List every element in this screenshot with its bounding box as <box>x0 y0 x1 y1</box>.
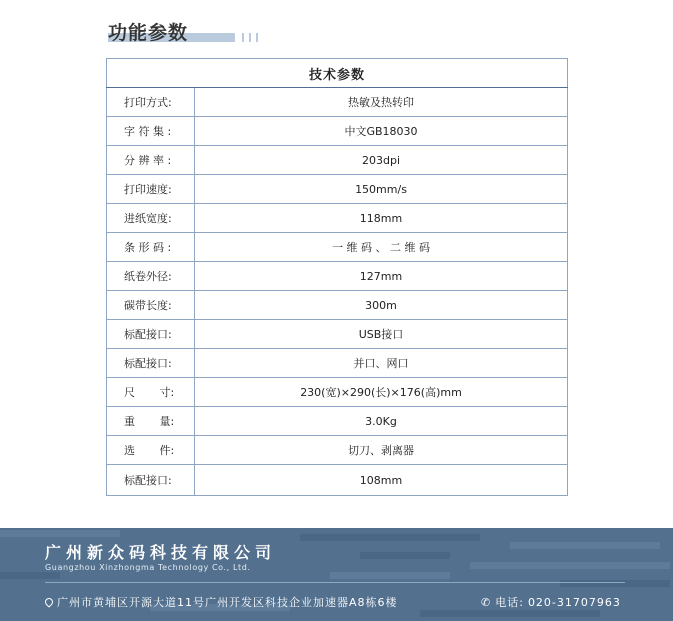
spec-label: 字 符 集 : <box>107 117 195 146</box>
phone-number[interactable]: 020-31707963 <box>527 595 621 609</box>
spec-label: 分 辨 率 : <box>107 146 195 175</box>
spec-value: 3.0Kg <box>195 407 568 436</box>
spec-label: 标配接口: <box>107 465 195 496</box>
table-row <box>107 204 568 233</box>
footer-band <box>0 528 673 621</box>
table-row <box>107 262 568 291</box>
spec-value: USB接口 <box>195 320 568 349</box>
spec-value: 中文GB18030 <box>195 117 568 146</box>
address-text: 广州市黄埔区开源大道11号广州开发区科技企业加速器A8栋6楼 <box>57 596 398 609</box>
table-row <box>107 465 568 496</box>
table-row <box>107 378 568 407</box>
spec-table-header: 技术参数 <box>107 59 568 88</box>
table-row <box>107 291 568 320</box>
table-row <box>107 349 568 378</box>
decor-stripe <box>300 534 480 541</box>
spec-label: 打印方式: <box>107 88 195 117</box>
phone-icon: ✆ <box>481 595 492 609</box>
table-row <box>107 117 568 146</box>
table-row <box>107 436 568 465</box>
spec-value: 118mm <box>195 204 568 233</box>
location-pin-icon <box>43 596 54 607</box>
table-row <box>107 407 568 436</box>
table-row <box>107 320 568 349</box>
table-row <box>107 233 568 262</box>
spec-label: 进纸宽度: <box>107 204 195 233</box>
heading-tick-marks <box>242 33 266 42</box>
decor-stripe <box>510 542 660 549</box>
footer-divider <box>45 582 625 583</box>
table-row <box>107 175 568 204</box>
spec-label: 纸卷外径: <box>107 262 195 291</box>
spec-label: 选 件: <box>107 436 195 465</box>
address-line <box>45 594 398 610</box>
spec-value: 230(宽)×290(长)×176(高)mm <box>195 378 568 407</box>
phone-line <box>481 594 621 610</box>
spec-label: 标配接口: <box>107 320 195 349</box>
table-row <box>107 146 568 175</box>
decor-stripe <box>470 562 670 569</box>
decor-stripe <box>0 530 120 537</box>
section-heading-block <box>108 18 268 48</box>
spec-value: 108mm <box>195 465 568 496</box>
decor-stripe <box>330 572 450 579</box>
decor-stripe <box>360 552 450 559</box>
company-name-english: Guangzhou Xinzhongma Technology Co., Ltd. <box>45 563 251 572</box>
decor-stripe <box>0 572 60 579</box>
company-name: 广州新众码科技有限公司 <box>45 543 277 562</box>
spec-value: 127mm <box>195 262 568 291</box>
spec-value: 切刀、剥离器 <box>195 436 568 465</box>
spec-value: 300m <box>195 291 568 320</box>
decor-stripe <box>420 610 600 617</box>
spec-label: 重 量: <box>107 407 195 436</box>
section-heading: 功能参数 <box>108 22 189 44</box>
table-row <box>107 88 568 117</box>
spec-value: 热敏及热转印 <box>195 88 568 117</box>
spec-value: 150mm/s <box>195 175 568 204</box>
spec-value: 203dpi <box>195 146 568 175</box>
phone-label: 电话: <box>495 596 524 609</box>
spec-label: 碳带长度: <box>107 291 195 320</box>
spec-value: 并口、网口 <box>195 349 568 378</box>
spec-value: 一 维 码 、 二 维 码 <box>195 233 568 262</box>
spec-label: 标配接口: <box>107 349 195 378</box>
spec-label: 条 形 码 : <box>107 233 195 262</box>
spec-table <box>106 58 568 496</box>
spec-label: 打印速度: <box>107 175 195 204</box>
spec-label: 尺 寸: <box>107 378 195 407</box>
